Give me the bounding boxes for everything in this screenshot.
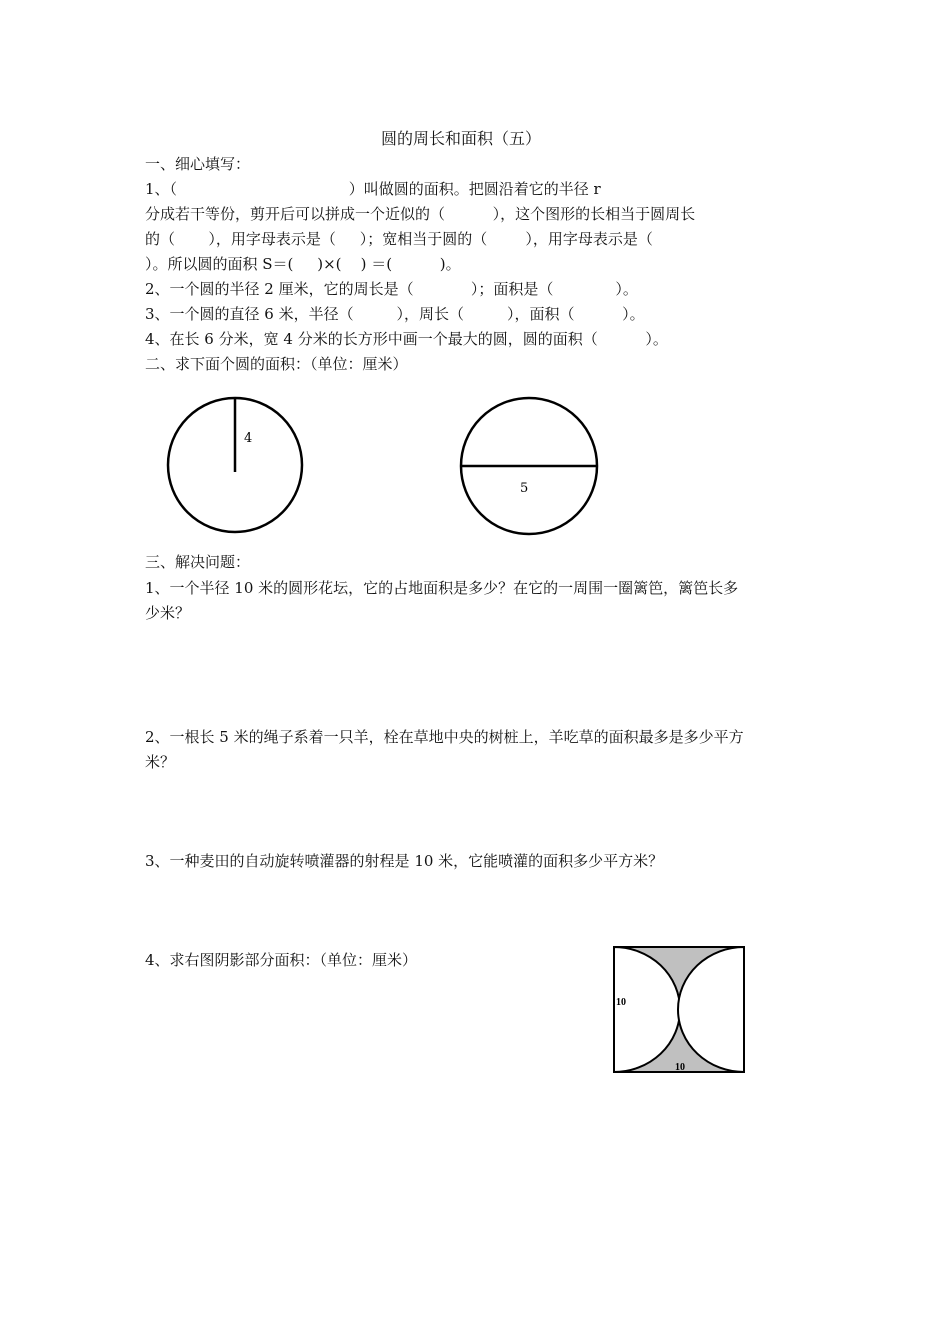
question-4: 4、求右图阴影部分面积：（单位：厘米） [145,951,418,969]
fill-line-4: ）。所以圆的面积 S＝( )×( ) ＝( )。 [145,255,461,273]
question-1-line-2: 少米？ [145,604,191,622]
question-2-line-1: 2、一根长 5 米的绳子系着一只羊，栓在草地中央的树桩上，羊吃草的面积最多是多少平方 [145,728,744,746]
fill-line-5: 2、一个圆的半径 2 厘米，它的周长是（ ）；面积是（ ）。 [145,280,638,298]
bottom-length-label: 10 [675,1062,685,1073]
section3-heading: 三、解决问题： [145,553,251,571]
question-2-line-2: 米？ [145,753,176,771]
question-1-line-1: 1、一个半径 10 米的圆形花坛，它的占地面积是多少？在它的一周围一圈篱笆，篱笆长多 [145,579,739,597]
radius-label: 4 [244,431,253,446]
fill-line-6: 3、一个圆的直径 6 米，半径（ ），周长（ ），面积（ ）。 [145,305,645,323]
radius-circle-figure [160,390,310,540]
fill-line-1: 1、（ ）叫做圆的面积。把圆沿着它的半径 r [145,180,601,198]
section2-heading: 二、求下面个圆的面积：（单位：厘米） [145,355,408,373]
question-3: 3、一种麦田的自动旋转喷灌器的射程是 10 米，它能喷灌的面积多少平方米？ [145,852,664,870]
diameter-circle-figure [452,390,607,540]
page-title: 圆的周长和面积（五） [381,129,542,148]
fill-line-3: 的（ ），用字母表示是（ ）；宽相当于圆的（ ），用字母表示是（ [145,230,653,248]
shaded-area-figure [610,943,750,1078]
section1-heading: 一、细心填写： [145,155,251,173]
side-length-label: 10 [616,997,626,1008]
diameter-label: 5 [520,481,529,496]
fill-line-2: 分成若干等份，剪开后可以拼成一个近似的（ ），这个图形的长相当于圆周长 [145,205,696,223]
fill-line-7: 4、在长 6 分米，宽 4 分米的长方形中画一个最大的圆，圆的面积（ ）。 [145,330,668,348]
